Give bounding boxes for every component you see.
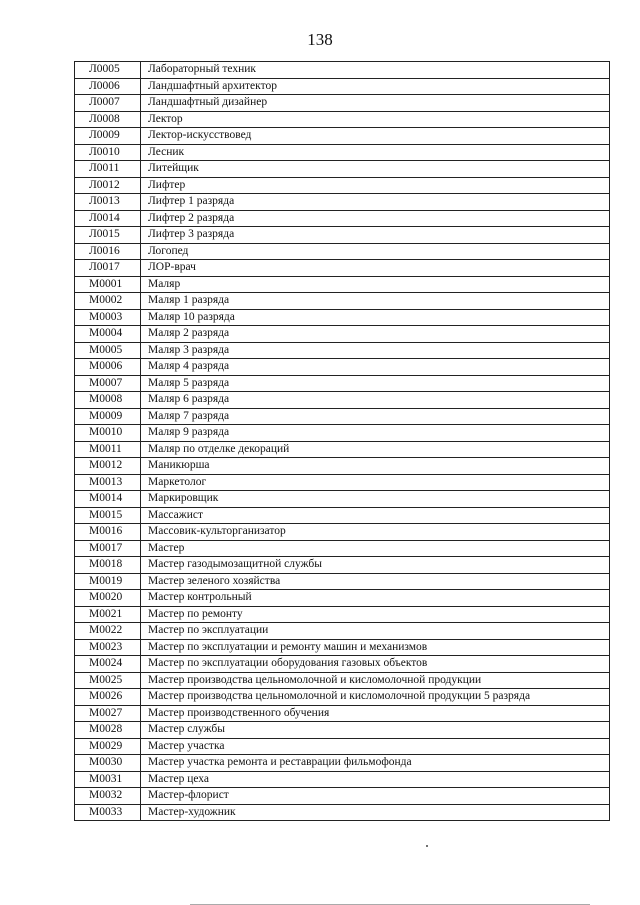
occupation-name-cell: Маляр 6 разряда [141,392,610,409]
occupation-name-cell: Мастер [141,540,610,557]
occupation-name-cell: Мастер по эксплуатации оборудования газовых объектов [141,656,610,673]
table-row [75,408,610,425]
occupation-code-cell: Л0014 [75,210,141,227]
occupation-name-cell: Мастер участка [141,738,610,755]
occupation-name-cell: Мастер зеленого хозяйства [141,573,610,590]
table-row [75,474,610,491]
table-row [75,491,610,508]
occupation-code-cell: М0006 [75,359,141,376]
occupation-code-cell: М0025 [75,672,141,689]
table-row [75,276,610,293]
table-row [75,194,610,211]
occupation-name-cell: Маляр 9 разряда [141,425,610,442]
occupation-code-cell: М0019 [75,573,141,590]
table-row [75,95,610,112]
occupation-name-cell: Литейщик [141,161,610,178]
occupation-code-cell: Л0013 [75,194,141,211]
table-row [75,689,610,706]
table-row [75,507,610,524]
occupation-code-cell: М0027 [75,705,141,722]
occupation-name-cell: Мастер службы [141,722,610,739]
occupation-code-cell: М0024 [75,656,141,673]
occupation-name-cell: Мастер контрольный [141,590,610,607]
table-row [75,375,610,392]
occupation-code-cell: М0012 [75,458,141,475]
occupation-code-cell: М0010 [75,425,141,442]
occupation-code-cell: Л0012 [75,177,141,194]
occupation-code-cell: М0022 [75,623,141,640]
occupation-code-cell: Л0016 [75,243,141,260]
occupation-name-cell: Мастер по эксплуатации [141,623,610,640]
occupation-code-cell: Л0006 [75,78,141,95]
occupation-name-cell: Маляр 5 разряда [141,375,610,392]
occupation-codes-table [74,61,610,821]
occupation-name-cell: Мастер по эксплуатации и ремонту машин и механизмов [141,639,610,656]
occupation-name-cell: Мастер-художник [141,804,610,821]
occupation-code-cell: М0014 [75,491,141,508]
occupation-code-cell: Л0009 [75,128,141,145]
occupation-name-cell: Ландшафтный дизайнер [141,95,610,112]
occupation-code-cell: М0007 [75,375,141,392]
table-row [75,623,610,640]
occupation-name-cell: Маляр [141,276,610,293]
table-row [75,144,610,161]
occupation-name-cell: Маляр 10 разряда [141,309,610,326]
occupation-name-cell: Маляр 1 разряда [141,293,610,310]
occupation-name-cell: Маникюрша [141,458,610,475]
table-row [75,260,610,277]
occupation-code-cell: М0009 [75,408,141,425]
occupation-name-cell: ЛОР-врач [141,260,610,277]
occupation-name-cell: Массовик-культорганизатор [141,524,610,541]
table-row [75,227,610,244]
occupation-code-cell: М0031 [75,771,141,788]
table-body [75,62,610,821]
occupation-name-cell: Мастер производства цельномолочной и кисломолочной продукции 5 разряда [141,689,610,706]
table-row [75,326,610,343]
table-row [75,111,610,128]
table-row [75,788,610,805]
occupation-name-cell: Лифтер [141,177,610,194]
table-row [75,656,610,673]
table-row [75,540,610,557]
occupation-name-cell: Маляр 3 разряда [141,342,610,359]
table-row [75,128,610,145]
occupation-name-cell: Маркировщик [141,491,610,508]
occupation-name-cell: Маляр 7 разряда [141,408,610,425]
table-row [75,177,610,194]
occupation-name-cell: Лифтер 3 разряда [141,227,610,244]
scan-speck [426,845,428,847]
occupation-code-cell: М0013 [75,474,141,491]
occupation-code-cell: М0017 [75,540,141,557]
table-row [75,639,610,656]
occupation-code-cell: Л0011 [75,161,141,178]
occupation-code-cell: М0002 [75,293,141,310]
occupation-name-cell: Мастер-флорист [141,788,610,805]
occupation-code-cell: Л0010 [75,144,141,161]
table-row [75,161,610,178]
occupation-name-cell: Логопед [141,243,610,260]
occupation-name-cell: Маляр по отделке декораций [141,441,610,458]
occupation-name-cell: Мастер производственного обучения [141,705,610,722]
table-row [75,573,610,590]
occupation-name-cell: Маляр 2 разряда [141,326,610,343]
occupation-code-cell: М0015 [75,507,141,524]
occupation-code-cell: М0028 [75,722,141,739]
occupation-code-cell: М0005 [75,342,141,359]
table-row [75,771,610,788]
occupation-name-cell: Мастер производства цельномолочной и кисломолочной продукции [141,672,610,689]
table-row [75,243,610,260]
occupation-code-cell: М0008 [75,392,141,409]
table-row [75,309,610,326]
occupation-code-cell: М0023 [75,639,141,656]
occupation-code-cell: Л0015 [75,227,141,244]
table-row [75,590,610,607]
occupation-code-cell: М0004 [75,326,141,343]
table-row [75,755,610,772]
occupation-code-cell: М0033 [75,804,141,821]
occupation-code-cell: М0030 [75,755,141,772]
occupation-name-cell: Лектор [141,111,610,128]
occupation-name-cell: Лифтер 2 разряда [141,210,610,227]
occupation-code-cell: М0032 [75,788,141,805]
occupation-code-cell: М0018 [75,557,141,574]
table-row [75,524,610,541]
table-row [75,606,610,623]
occupation-name-cell: Лабораторный техник [141,62,610,79]
table-row [75,557,610,574]
table-row [75,392,610,409]
table-row [75,78,610,95]
occupation-code-cell: М0003 [75,309,141,326]
occupation-name-cell: Мастер цеха [141,771,610,788]
page-number: 138 [307,30,333,49]
occupation-name-cell: Мастер по ремонту [141,606,610,623]
occupation-name-cell: Лифтер 1 разряда [141,194,610,211]
occupation-code-cell: М0021 [75,606,141,623]
occupation-code-cell: М0001 [75,276,141,293]
occupation-name-cell: Мастер газодымозащитной службы [141,557,610,574]
table-row [75,342,610,359]
occupation-name-cell: Ландшафтный архитектор [141,78,610,95]
occupation-code-cell: М0011 [75,441,141,458]
table-row [75,705,610,722]
occupation-code-cell: Л0005 [75,62,141,79]
table-row [75,62,610,79]
table-row [75,738,610,755]
table-row [75,210,610,227]
table-row [75,359,610,376]
table-row [75,425,610,442]
occupation-code-cell: Л0007 [75,95,141,112]
occupation-code-cell: М0020 [75,590,141,607]
occupation-code-cell: М0029 [75,738,141,755]
table-row [75,672,610,689]
occupation-code-cell: М0026 [75,689,141,706]
occupation-name-cell: Лектор-искусствовед [141,128,610,145]
occupation-name-cell: Лесник [141,144,610,161]
occupation-name-cell: Массажист [141,507,610,524]
table-row [75,804,610,821]
occupation-name-cell: Маркетолог [141,474,610,491]
occupation-code-cell: Л0008 [75,111,141,128]
table-row [75,458,610,475]
table-row [75,722,610,739]
occupation-name-cell: Мастер участка ремонта и реставрации фильмофонда [141,755,610,772]
table-row [75,293,610,310]
occupation-code-cell: М0016 [75,524,141,541]
occupation-name-cell: Маляр 4 разряда [141,359,610,376]
table-row [75,441,610,458]
occupation-code-cell: Л0017 [75,260,141,277]
